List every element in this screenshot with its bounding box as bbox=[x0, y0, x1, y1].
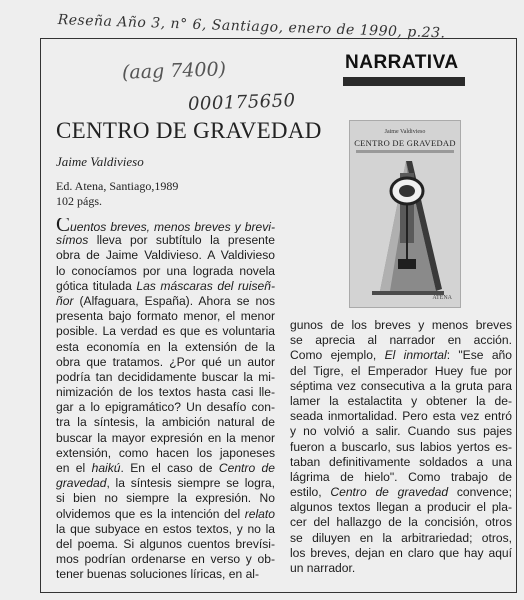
body-text: esta economía en la extensión de la bbox=[56, 339, 275, 354]
body-text: posible. La verdad es que es voluntaria bbox=[56, 324, 275, 339]
body-text: lleva por subtítulo la presente bbox=[88, 233, 275, 248]
cover-author: Jaime Valdivieso bbox=[384, 129, 426, 135]
text-line bbox=[56, 461, 275, 476]
body-text: . En el caso de bbox=[120, 461, 219, 475]
body-text: algunos textos llegan a producir el pla- bbox=[290, 500, 512, 515]
body-text: se diluyen en la arbitrariedad; otros, bbox=[290, 530, 512, 545]
handwritten-code: (aag 7400) bbox=[121, 58, 227, 84]
text-line bbox=[290, 515, 512, 530]
body-text: cer del hallazgo de la concisión, otros bbox=[290, 515, 512, 530]
text-line bbox=[290, 531, 512, 546]
text-line bbox=[56, 552, 275, 567]
text-line bbox=[290, 500, 512, 515]
publication-line-1: Ed. Atena, Santiago,1989 bbox=[56, 179, 179, 193]
italic-text: ñor bbox=[56, 293, 74, 308]
cover-rule bbox=[356, 150, 454, 153]
publication-line-2: 102 págs. bbox=[56, 194, 102, 208]
body-text: del poema. Si algunos cuentos brevísi- bbox=[56, 536, 275, 551]
book-cover-image bbox=[349, 120, 461, 308]
section-banner bbox=[343, 52, 465, 88]
body-text: nimización de los textos hasta casi lle- bbox=[56, 385, 275, 400]
text-line bbox=[56, 522, 275, 537]
text-line bbox=[56, 309, 275, 324]
body-text: gunos de los breves y menos breves bbox=[290, 318, 512, 332]
text-line bbox=[290, 455, 512, 470]
text-line bbox=[56, 279, 275, 294]
body-text: taban definitivamente soldados a una bbox=[290, 454, 512, 469]
text-line bbox=[290, 485, 512, 500]
body-text: se aprecia al narrador en acción. bbox=[290, 333, 512, 348]
text-line bbox=[56, 264, 275, 279]
italic-text: gravedad bbox=[56, 476, 107, 491]
article-body-right-column bbox=[290, 318, 512, 576]
italic-text: haikú bbox=[91, 461, 121, 475]
handwritten-citation: Reseña Año 3, n° 6, Santiago, enero de 1990, p.23. bbox=[57, 12, 446, 42]
italic-text: uentos breves, menos breves y brevi- bbox=[70, 220, 275, 234]
italic-text: El inmortal bbox=[384, 348, 447, 363]
body-text: seada inmortalidad. Pero esta vez entró bbox=[290, 409, 512, 424]
text-line bbox=[56, 507, 275, 522]
text-line bbox=[290, 379, 512, 394]
text-line bbox=[290, 348, 512, 363]
body-text: en el bbox=[56, 461, 92, 475]
body-text: : "Ese año bbox=[446, 348, 512, 363]
body-text: obra que tratamos. ¿Por qué un autor bbox=[56, 354, 275, 369]
text-line bbox=[56, 324, 275, 339]
text-line bbox=[56, 355, 275, 370]
section-bar bbox=[343, 77, 465, 86]
text-line bbox=[56, 340, 275, 355]
text-line bbox=[56, 476, 275, 491]
text-line bbox=[290, 440, 512, 455]
body-text: gótica titulada bbox=[56, 278, 137, 293]
italic-text: Las máscaras del ruiseñ- bbox=[136, 278, 275, 293]
text-line bbox=[56, 294, 275, 309]
article-body-left-column bbox=[56, 218, 275, 583]
body-text: lo conocíamos por una lograda novela bbox=[56, 263, 275, 278]
text-line bbox=[56, 491, 275, 506]
italic-text: relato bbox=[244, 506, 275, 521]
text-line bbox=[56, 431, 275, 446]
text-line bbox=[290, 409, 512, 424]
section-label: NARRATIVA bbox=[345, 52, 459, 73]
body-text: séptima vez consecutiva a la gruta para bbox=[290, 378, 512, 393]
text-line bbox=[56, 400, 275, 415]
text-line bbox=[56, 415, 275, 430]
handwritten-number: 000175650 bbox=[187, 90, 296, 115]
body-text: la que subyace en estos textos, y no la bbox=[56, 521, 275, 536]
text-line bbox=[56, 233, 275, 248]
text-line bbox=[290, 546, 512, 561]
cover-publisher: ATENA bbox=[432, 295, 452, 301]
drop-cap: C bbox=[56, 218, 71, 234]
text-line bbox=[56, 567, 275, 582]
body-text: podría tan decididamente buscar la mi- bbox=[56, 369, 275, 384]
body-text: tener buenas soluciones líricas, en al- bbox=[56, 567, 260, 582]
body-text: fueron a buscarlo, sus labios yertos es- bbox=[290, 439, 512, 454]
text-line bbox=[290, 470, 512, 485]
article-author: Jaime Valdivieso bbox=[56, 154, 144, 169]
italic-text: Centro de gravedad bbox=[330, 485, 449, 500]
book-cover-illustration bbox=[350, 121, 460, 307]
body-text: si bien no siempre la expresión. No bbox=[56, 491, 275, 506]
body-text: olvidemos que es la intención del bbox=[56, 506, 245, 521]
body-text: (Alfaguara, España). Ahora se nos bbox=[73, 293, 275, 308]
body-text: un narrador. bbox=[290, 561, 356, 575]
italic-text: símos bbox=[56, 233, 89, 248]
body-text: tra la síntesis, la ambición natural de bbox=[56, 415, 275, 430]
body-text: , la síntesis siempre se logra, bbox=[106, 476, 275, 491]
text-line bbox=[56, 248, 275, 263]
text-line bbox=[56, 218, 275, 233]
body-text: convence; bbox=[448, 485, 512, 500]
text-line bbox=[56, 370, 275, 385]
body-text: presenta bajo formato menor, el menor bbox=[56, 309, 275, 324]
text-line bbox=[290, 394, 512, 409]
body-text: y no volvió a salir. Cuando sus pajes bbox=[290, 424, 512, 439]
publication-info bbox=[56, 179, 178, 209]
body-text: estilo, bbox=[290, 485, 331, 500]
cover-title: CENTRO DE GRAVEDAD bbox=[354, 138, 456, 148]
body-text: Como ejemplo, bbox=[290, 348, 385, 363]
text-line bbox=[290, 318, 512, 333]
article-title: CENTRO DE GRAVEDAD bbox=[56, 118, 322, 143]
body-text: lágrima de hielo". Como trabajo de bbox=[290, 469, 512, 484]
body-text: gar a lo epigramático? Un desafío con- bbox=[56, 400, 275, 415]
body-text: buscar la mayor expresión en la menor bbox=[56, 430, 275, 445]
text-line bbox=[56, 537, 275, 552]
body-text: del Tigre, el Emperador Huey fue por bbox=[290, 363, 512, 378]
body-text: extensión, como hacen los japoneses bbox=[56, 445, 275, 460]
text-line bbox=[290, 561, 512, 576]
text-line bbox=[290, 364, 512, 379]
body-text: mos podrían ordenarse en verso y ob- bbox=[56, 552, 275, 567]
body-text: los breves, dejan en claro que hay aquí bbox=[290, 545, 512, 560]
text-line bbox=[290, 424, 512, 439]
italic-text: Centro de bbox=[218, 461, 275, 475]
body-text: obra de Jaime Valdivieso. A Valdivieso bbox=[56, 248, 275, 263]
body-text: lamer la estalactita y obtener la de- bbox=[290, 393, 512, 408]
text-line bbox=[56, 446, 275, 461]
text-line bbox=[290, 333, 512, 348]
text-line bbox=[56, 385, 275, 400]
